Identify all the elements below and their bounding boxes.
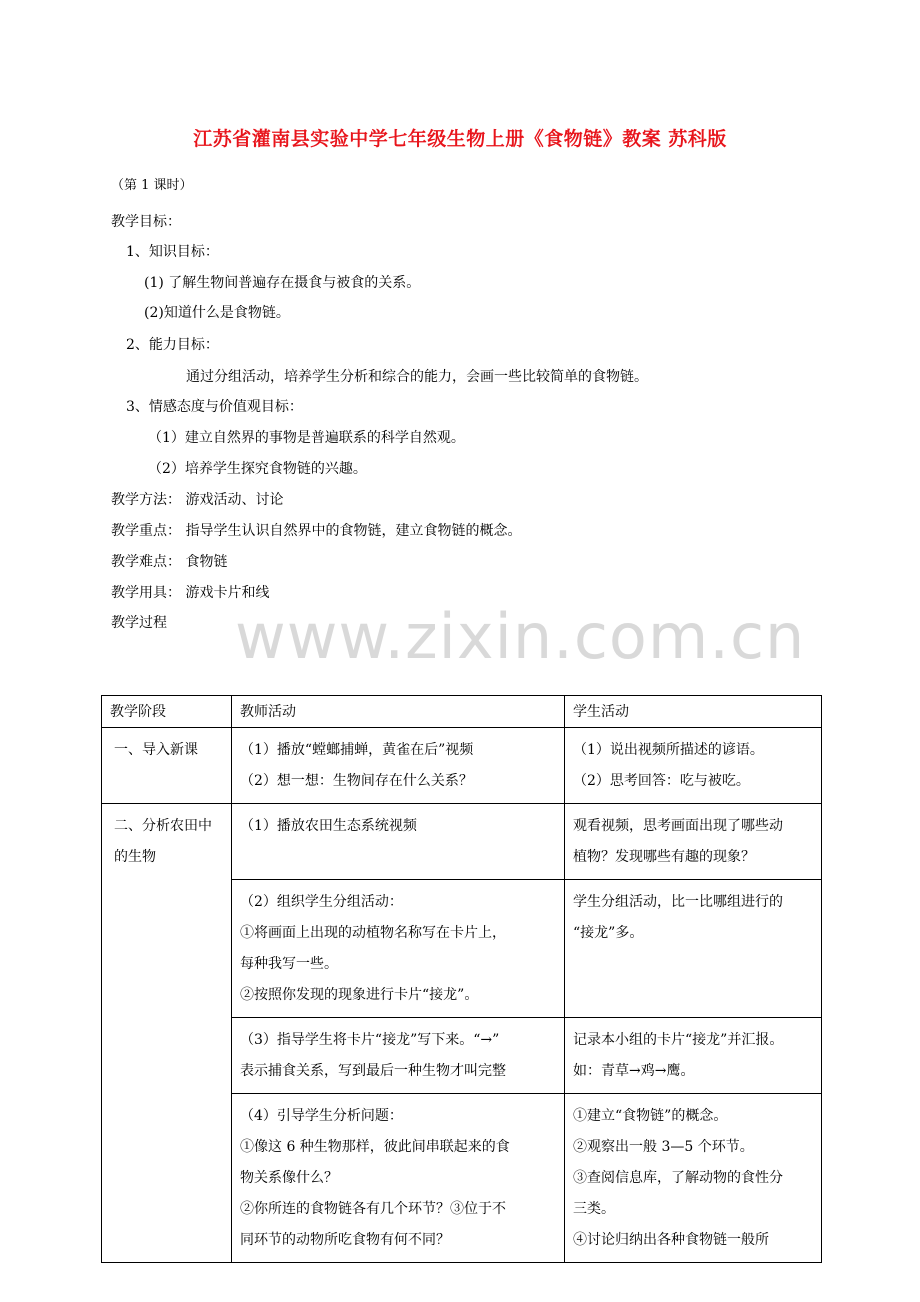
header-cell: 教学阶段 bbox=[102, 696, 232, 728]
stage-cell bbox=[102, 728, 232, 804]
student-line: 三类。 bbox=[573, 1201, 615, 1217]
process-heading: 教学过程 bbox=[111, 615, 167, 631]
header-cell: 教师活动 bbox=[232, 696, 565, 728]
stage-text: 的生物 bbox=[114, 849, 156, 865]
stage-cell bbox=[102, 804, 232, 1263]
teacher-line: （1）播放农田生态系统视频 bbox=[240, 818, 417, 834]
teacher-line: （1）播放“螳螂捕蝉，黄雀在后”视频 bbox=[240, 742, 474, 758]
goal1-heading: 1、知识目标： bbox=[126, 244, 219, 260]
student-cell bbox=[565, 728, 822, 804]
student-line: （2）思考回答：吃与被吃。 bbox=[573, 773, 750, 789]
goal3-heading: 3、情感态度与价值观目标： bbox=[126, 399, 303, 415]
student-cell bbox=[565, 1018, 822, 1094]
teacher-line: ①将画面上出现的动植物名称写在卡片上， bbox=[240, 925, 506, 941]
teaching-tools: 教学用具： 游戏卡片和线 bbox=[111, 585, 270, 601]
teacher-line: ①像这 6 种生物那样，彼此间串联起来的食 bbox=[240, 1139, 510, 1155]
goals-heading: 教学目标： bbox=[111, 214, 181, 230]
teacher-cell bbox=[232, 1018, 565, 1094]
teacher-cell bbox=[232, 804, 565, 880]
teacher-line: ②按照你发现的现象进行卡片“接龙”。 bbox=[240, 987, 479, 1003]
goal1-item: (2)知道什么是食物链。 bbox=[144, 305, 290, 321]
stage-text: 一、导入新课 bbox=[114, 742, 198, 758]
student-cell bbox=[565, 804, 822, 880]
header-cell: 学生活动 bbox=[565, 696, 822, 728]
watermark: www.zixin.com.cn bbox=[235, 600, 806, 673]
student-cell bbox=[565, 880, 822, 1018]
goal1-item: (1) 了解生物间普遍存在摄食与被食的关系。 bbox=[144, 275, 421, 291]
lesson-table bbox=[101, 695, 822, 1263]
student-line: ③查阅信息库，了解动物的食性分 bbox=[573, 1170, 783, 1186]
student-line: ②观察出一般 3—5 个环节。 bbox=[573, 1139, 754, 1155]
lesson-number: （第 1 课时） bbox=[111, 178, 193, 193]
teacher-cell bbox=[232, 728, 565, 804]
student-line: 观看视频，思考画面出现了哪些动 bbox=[573, 818, 783, 834]
student-line: ①建立“食物链”的概念。 bbox=[573, 1108, 728, 1124]
student-line: “接龙”多。 bbox=[573, 925, 644, 941]
teacher-line: （2）组织学生分组活动： bbox=[240, 894, 403, 910]
teacher-line: （3）指导学生将卡片“接龙”写下来。“→” bbox=[240, 1032, 500, 1048]
table-row bbox=[102, 804, 822, 880]
goal2-text: 通过分组活动，培养学生分析和综合的能力，会画一些比较简单的食物链。 bbox=[186, 369, 648, 385]
teacher-line: 表示捕食关系，写到最后一种生物才叫完整 bbox=[240, 1063, 506, 1079]
teacher-line: 同环节的动物所吃食物有何不同？ bbox=[240, 1232, 450, 1248]
table-header-row bbox=[102, 696, 822, 728]
teacher-cell bbox=[232, 1094, 565, 1263]
document-title: 江苏省灌南县实验中学七年级生物上册《食物链》教案 苏科版 bbox=[193, 128, 727, 150]
teacher-line: 物关系像什么？ bbox=[240, 1170, 338, 1186]
teaching-focus: 教学重点： 指导学生认识自然界中的食物链，建立食物链的概念。 bbox=[111, 523, 522, 539]
goal3-item: （1）建立自然界的事物是普遍联系的科学自然观。 bbox=[148, 430, 465, 446]
teaching-difficulty: 教学难点： 食物链 bbox=[111, 554, 228, 570]
teacher-line: ②你所连的食物链各有几个环节？③位于不 bbox=[240, 1201, 506, 1217]
teaching-method: 教学方法： 游戏活动、讨论 bbox=[111, 492, 284, 508]
teacher-line: （2）想一想：生物间存在什么关系？ bbox=[240, 773, 473, 789]
student-line: （1）说出视频所描述的谚语。 bbox=[573, 742, 764, 758]
student-line: 学生分组活动，比一比哪组进行的 bbox=[573, 894, 783, 910]
teacher-line: 每种我写一些。 bbox=[240, 956, 338, 972]
teacher-cell bbox=[232, 880, 565, 1018]
student-line: 植物？发现哪些有趣的现象？ bbox=[573, 849, 755, 865]
teacher-line: （4）引导学生分析问题： bbox=[240, 1108, 403, 1124]
student-line: ④讨论归纳出各种食物链一般所 bbox=[573, 1232, 769, 1248]
goal2-heading: 2、能力目标： bbox=[126, 337, 219, 353]
student-cell bbox=[565, 1094, 822, 1263]
goal3-item: （2）培养学生探究食物链的兴趣。 bbox=[148, 461, 367, 477]
table-row bbox=[102, 728, 822, 804]
stage-text: 二、分析农田中 bbox=[114, 818, 212, 834]
student-line: 记录本小组的卡片“接龙”并汇报。 bbox=[573, 1032, 784, 1048]
student-line: 如：青草→鸡→鹰。 bbox=[573, 1063, 695, 1079]
